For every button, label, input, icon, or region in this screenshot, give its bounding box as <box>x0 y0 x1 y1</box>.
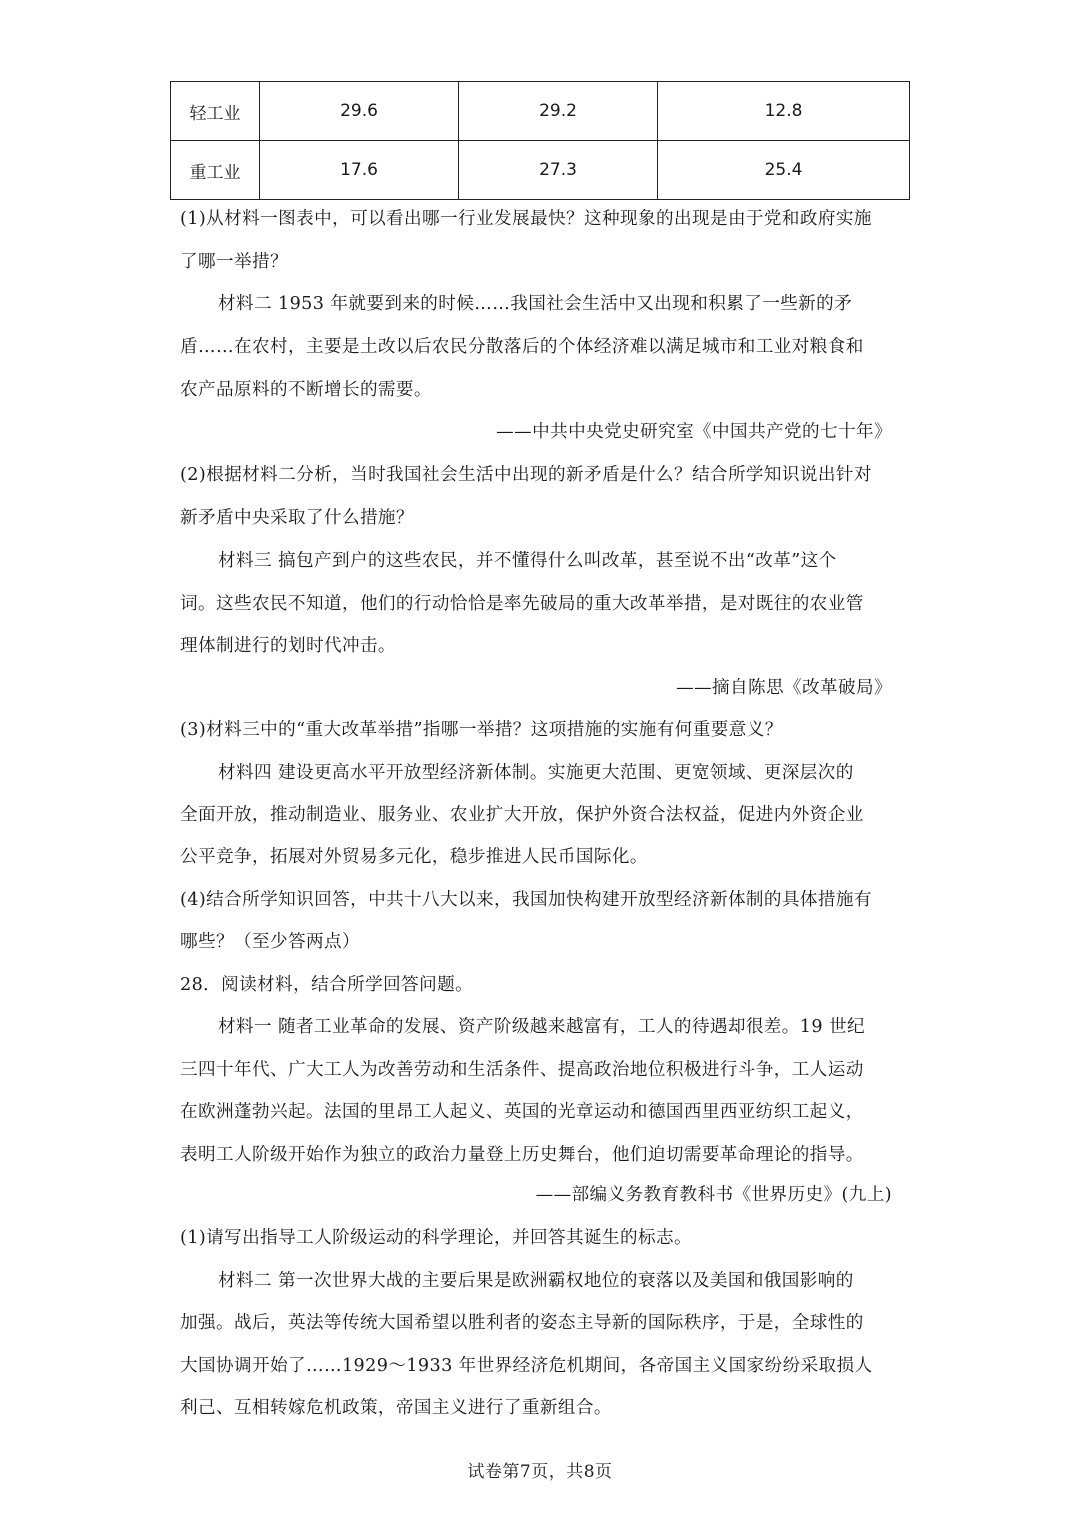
q28-material-2-text: 大国协调开始了……1929～1933 年世界经济危机期间，各帝国主义国家纷纷采取损人 <box>180 1356 873 1376</box>
material-4-text: 全面开放，推动制造业、服务业、农业扩大开放，保护外资合法权益，促进内外资企业 <box>180 805 864 825</box>
table-cell: 27.3 <box>459 141 658 200</box>
material-2-text: 农产品原料的不断增长的需要。 <box>180 380 432 400</box>
table-cell: 12.8 <box>658 82 910 141</box>
question-28-heading: 28．阅读材料，结合所学回答问题。 <box>180 975 474 995</box>
q28-material-1-text: 三四十年代、广大工人为改善劳动和生活条件、提高政治地位积极进行斗争，工人运动 <box>180 1060 864 1080</box>
question-4-line: 哪些？（至少答两点） <box>180 932 360 952</box>
question-2-line: 新矛盾中央采取了什么措施？ <box>180 508 414 528</box>
material-3-text: 词。这些农民不知道，他们的行动恰恰是率先破局的重大改革举措，是对既往的农业管 <box>180 594 864 614</box>
table-row <box>171 82 910 141</box>
question-4-line: (4)结合所学知识回答，中共十八大以来，我国加快构建开放型经济新体制的具体措施有 <box>180 890 872 910</box>
table-cell: 29.6 <box>260 82 459 141</box>
material-3-text: 理体制进行的划时代冲击。 <box>180 636 396 656</box>
material-2-text: 盾……在农村，主要是土改以后农民分散落后的个体经济难以满足城市和工业对粮食和 <box>180 337 864 357</box>
question-1-line: 了哪一举措？ <box>180 252 288 272</box>
question-1-line: (1)从材料一图表中，可以看出哪一行业发展最快？这种现象的出现是由于党和政府实施 <box>180 209 872 229</box>
material-4-text: 材料四 建设更高水平开放型经济新体制。实施更大范围、更宽领域、更深层次的 <box>218 763 854 783</box>
question-2-line: (2)根据材料二分析，当时我国社会生活中出现的新矛盾是什么？结合所学知识说出针对 <box>180 465 872 485</box>
table-cell: 25.4 <box>658 141 910 200</box>
industry-data-table <box>170 81 910 200</box>
q28-material-1-source: ——部编义务教育教科书《世界历史》(九上) <box>535 1185 892 1205</box>
q28-material-1-text: 在欧洲蓬勃兴起。法国的里昂工人起义、英国的光章运动和德国西里西亚纺织工起义， <box>180 1102 864 1122</box>
material-2-source: ——中共中央党史研究室《中国共产党的七十年》 <box>496 422 892 442</box>
row-label: 重工业 <box>171 141 260 200</box>
material-3-text: 材料三 搞包产到户的这些农民，并不懂得什么叫改革，甚至说不出“改革”这个 <box>218 551 837 571</box>
table-cell: 29.2 <box>459 82 658 141</box>
material-2-text: 材料二 1953 年就要到来的时候……我国社会生活中又出现和积累了一些新的矛 <box>218 294 853 314</box>
question-3-line: (3)材料三中的“重大改革举措”指哪一举措？这项措施的实施有何重要意义？ <box>180 720 783 740</box>
q28-material-2-text: 加强。战后，英法等传统大国希望以胜利者的姿态主导新的国际秩序，于是，全球性的 <box>180 1313 864 1333</box>
table-row <box>171 141 910 200</box>
q28-material-1-text: 材料一 随者工业革命的发展、资产阶级越来越富有，工人的待遇却很差。19 世纪 <box>218 1017 865 1037</box>
q28-material-1-text: 表明工人阶级开始作为独立的政治力量登上历史舞台，他们迫切需要革命理论的指导。 <box>180 1145 864 1165</box>
row-label: 轻工业 <box>171 82 260 141</box>
q28-material-2-text: 材料二 第一次世界大战的主要后果是欧洲霸权地位的衰落以及美国和俄国影响的 <box>218 1271 854 1291</box>
table-cell: 17.6 <box>260 141 459 200</box>
material-4-text: 公平竞争，拓展对外贸易多元化，稳步推进人民币国际化。 <box>180 847 648 867</box>
material-3-source: ——摘自陈思《改革破局》 <box>676 678 892 698</box>
q28-material-2-text: 利己、互相转嫁危机政策，帝国主义进行了重新组合。 <box>180 1398 612 1418</box>
q28-question-1-line: (1)请写出指导工人阶级运动的科学理论，并回答其诞生的标志。 <box>180 1228 692 1248</box>
page-footer: 试卷第7页，共8页 <box>467 1462 613 1482</box>
